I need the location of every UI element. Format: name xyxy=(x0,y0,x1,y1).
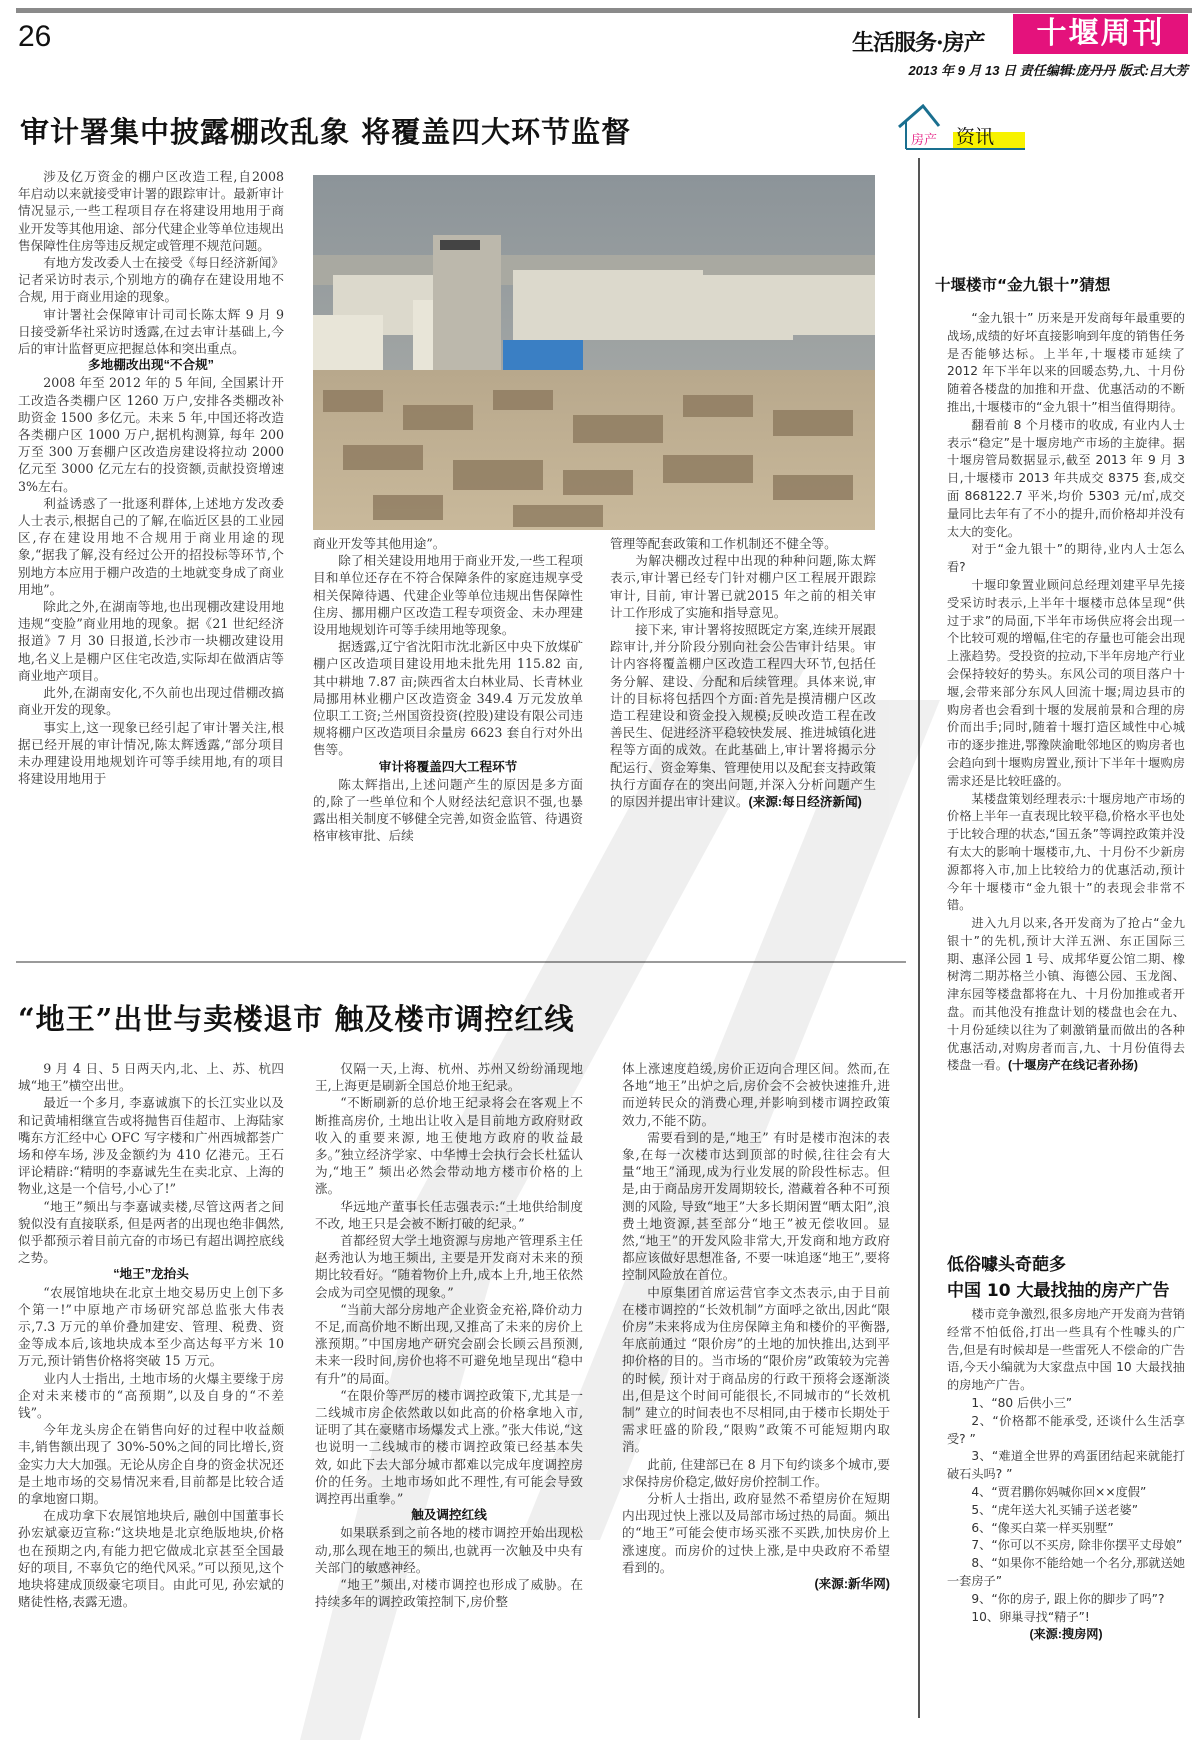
paragraph: 华远地产董事长任志强表示:“土地供给制度不改, 地王只是会被不断打破的纪录。” xyxy=(315,1198,583,1231)
badge-large-label: 资讯 xyxy=(956,126,995,148)
paragraph xyxy=(610,621,876,811)
paragraph-text: 进入九月以来,各开发商为了抢占“金九银十”的先机,预计大洋五洲、东正国际三期、惠泽公园 1 号、成邦华夏公馆二期、橡树湾二期苏格兰小镇、海德公园、玉龙阁、津东园等楼盘都将在九、十月份加推或者开盘。而其他没有推盘计划的楼盘也会在九、十月份延续以往为了刺激销量而做出的各种优惠活动,对购房者而言,九、十月份值得去楼盘一看。 xyxy=(947,916,1185,1073)
paragraph: 某楼盘策划经理表示:十堰房地产市场的价格上半年一直表现比较平稳,价格水平也处于比较合理的状态,“国五条”等调控政策并没有太大的影响十堰楼市,九、十月份不少新房源都将入市,加上比较给力的优惠活动,预计今年十堰楼市“金九银十”的表现会非常不错。 xyxy=(947,791,1185,913)
paragraph: 除此之外,在湖南等地,也出现棚改建设用地违规“变脸”商业用地的现象。据《21 世纪经济报道》7 月 30 日报道,长沙市一块棚改建设用地,名义上是棚户区住宅改造,实际却在做酒店等商业地产项目。 xyxy=(18,599,284,683)
sidebar-rule xyxy=(918,158,920,1718)
paragraph: 业内人士指出, 土地市场的火爆主要缘于房企对未来楼市的“高预期”,以及自身的“不差钱”。 xyxy=(18,1370,284,1421)
list-item: 9、“你的房子, 跟上你的脚步了吗”? xyxy=(971,1591,1165,1606)
paragraph: “地王”频出,对楼市调控也形成了威胁。在持续多年的调控政策控制下,房价整 xyxy=(315,1577,583,1610)
paragraph: “在限价等严厉的楼市调控政策下,尤其是一二线城市房企依然敢以如此高的价格拿地入市, 证明了其在豪赌市场爆发式上涨。”张大伟说,“这也说明一二线城市的楼市调控政策已经基本失效, 如此下去大部分城市都难以完成年度调控房价的任务。土地市场如此不理性,有可能会导致调控再出重拳。” xyxy=(315,1387,583,1507)
paragraph: 为解决棚改过程中出现的种种问题,陈太辉表示,审计署已经专门针对棚户区工程展开跟踪审计, 目前, 审计署已就2015 年之前的相关审计工作形成了实施和指导意见。 xyxy=(610,553,876,620)
paragraph: “地王”频出与李嘉诚卖楼,尽管这两者之间貌似没有直接联系, 但是两者的出现也绝非偶然, 似乎都预示着目前亢奋的市场已有超出调控底线之势。 xyxy=(18,1198,284,1266)
paragraph: 此前, 住建部已在 8 月下旬约谈多个城市,要求保持房价稳定,做好房价控制工作。 xyxy=(622,1456,890,1489)
sidebar-header xyxy=(897,104,1027,154)
paragraph-text: 接下来, 审计署将按照既定方案,连续开展跟踪审计,并分阶段分别向社会公告审计结果。审计内容将覆盖棚户区改造工程四大环节,包括任务分解、建设、分配和后续管理。具体来说,审计的目标将包括四个方面:首先是摸清棚户区改造工程建设和资金投入规模;反映改造工程在改善民生、促进经济平稳较快发展、推进城镇化进程等方面的成效。在此基础上,审计署将揭示分配运行、资金筹集、管理使用以及配套支持政策执行方面存在的突出问题,并深入分析问题产生的原因并提出审计建议。 xyxy=(610,622,876,810)
paragraph: 中原集团首席运营官李文杰表示,由于目前在楼市调控的“长效机制”方面呼之欲出,因此“限价房”未来将成为住房保障主角和楼价的平衡器, 年底前通过 “限价房”的土地的加快推出,达到平抑价格的目的。当市场的“限价房”政策较为完善的时候, 预计对于商品房的行政干预将会逐渐淡出,但是这个时间可能很长,不同城市的“长效机制” 建立的时间表也不尽相同,由于楼市长期处于需求旺盛的阶段,“限购”政策不可能短期内取消。 xyxy=(622,1284,890,1455)
subheading: 触及调控红线 xyxy=(411,1508,487,1523)
article2-column-1 xyxy=(18,1060,284,1611)
subheading: 审计将覆盖四大工程环节 xyxy=(378,759,518,774)
paragraph: 分析人士指出, 政府显然不希望房价在短期内出现过快上涨以及局部市场过热的局面。频出的“地王”可能会使市场买涨不买跌,加快房价上涨速度。而房价的过快上涨,是中央政府不希望看到的。 xyxy=(622,1491,890,1575)
title-line-2: 中国 10 大最找抽的房产广告 xyxy=(947,1281,1170,1301)
list-item: 3、“难道全世界的鸡蛋团结起来就能打破石头吗? ” xyxy=(947,1449,1185,1482)
list-item: 1、“80 后供小三” xyxy=(971,1395,1073,1410)
list-item: 2、“价格都不能承受, 还谈什么生活享受? ” xyxy=(947,1413,1185,1446)
paragraph xyxy=(947,915,1185,1075)
article2-column-3 xyxy=(622,1060,890,1593)
paragraph: 9 月 4 日、5 日两天内,北、上、苏、杭四城“地王”横空出世。 xyxy=(18,1061,284,1094)
paragraph: 事实上,这一现象已经引起了审计署关注,根据已经开展的审计情况,陈太辉透露,“部分项目未办理建设用地规划许可等手续用地,有的项目将建设用地用于 xyxy=(18,719,284,787)
sidebar-story1-body xyxy=(947,310,1185,1075)
paragraph: 审计署社会保障审计司司长陈太辉 9 月 9 日接受新华社采访时透露,在过去审计基础上,今后的审计监督更应把握总体和突出重点。 xyxy=(18,306,284,357)
paragraph: 有地方发改委人士在接受《每日经济新闻》记者采访时表示,个别地方的确存在建设用地不合规, 用于商业用途的现象。 xyxy=(18,255,284,305)
sidebar-story2-title xyxy=(947,1252,1170,1304)
paragraph: 此外,在湖南安化,不久前也出现过借棚改搞商业开发的现象。 xyxy=(18,685,284,718)
paragraph: “当前大部分房地产企业资金充裕,降价动力不足,而高价地不断出现,又推高了未来的房价上涨预期。”中国房地产研究会副会长顾云昌预测,未来一段时间,房价也将不可避免地呈现出“稳中有升”的局面。 xyxy=(315,1301,583,1386)
paragraph: 今年龙头房企在销售向好的过程中收益颇丰,销售额出现了 30%-50%之间的同比增长,资金实力大大加强。无论从房企自身的资金状况还是土地市场的交易情况来看,目前都是比较合适的拿地窗口期。 xyxy=(18,1422,284,1507)
list-item: 10、卵巢寻找“精子”! xyxy=(971,1609,1090,1624)
paragraph: 除了相关建设用地用于商业开发,一些工程项目和单位还存在不符合保障条件的家庭违规享受相关保障待遇、代建企业等单位违规出售保障性住房、挪用棚户区改造工程专项资金、未办理建设用地规划许可等手续用地等现象。 xyxy=(313,553,583,638)
article1-photo-shantytown xyxy=(313,175,875,530)
paragraph: 体上涨速度趋缓,房价正迈向合理区间。然而,在各地“地王”出炉之后,房价会不会被快速推升,进而逆转民众的消费心理,并影响到楼市调控政策效力,不能不防。 xyxy=(622,1061,890,1128)
article1-headline: 审计署集中披露棚改乱象 将覆盖四大环节监督 xyxy=(20,115,632,149)
paragraph: 在成功拿下农展馆地块后, 融创中国董事长孙宏斌豪迈宣称:“这块地是北京绝版地块,价格也在预期之内,有能力把它做成北京甚至全国最好的项目, 不辜负它的绝代风采。”可以预见,这个地块将建成顶级豪宅项目。由此可见, 孙宏斌的赌徒性格,表露无遗。 xyxy=(18,1508,284,1610)
paragraph: 利益诱惑了一批逐利群体,上述地方发改委人士表示,根据自己的了解,在临近区县的工业园区,存在建设用地不合规用于商业用途的现象,“据我了解,没有经过公开的招投标等环节,个别地方本应用于棚户改造的土地就变身成了商业用地”。 xyxy=(18,495,284,597)
paragraph: “农展馆地块在北京土地交易历史上创下多个第一!”中原地产市场研究部总监张大伟表示,7.3 万元的单价叠加建安、管理、税费、资金等成本后,该地块成本至少高达每平方米 10 万元,预计销售价格将突破 15 万元。 xyxy=(18,1284,284,1369)
section-name: 生活服务·房产 xyxy=(852,30,985,56)
list-item: 4、“贾君鹏你妈喊你回××度假” xyxy=(971,1484,1147,1499)
dateline: 2013 年 9 月 13 日 责任编辑:庞丹丹 版式:吕大芳 xyxy=(908,63,1188,78)
paragraph: 据透露,辽宁省沈阳市沈北新区中央下放煤矿棚户区改造项目建设用地未批先用 115.82 亩,其中耕地 7.87 亩;陕西省太白林业局、长青林业局挪用林业棚户区改造资金 349.4 万元发放单位职工工资;兰州国资投资(控股)建设有限公司违规将棚户区改造项目余量房 6623 套自行对外出售等。 xyxy=(313,639,583,758)
paragraph: 最近一个多月, 李嘉诚旗下的长江实业以及和记黄埔相继宣告或将抛售百佳超市、上海陆家嘴东方汇经中心 OFC 写字楼和广州西城都荟广场和停车场, 涉及金额约为 410 亿港元。王石评论精辟:“精明的李嘉诚先生在卖北京、上海的物业,这是一个信号,小心了!” xyxy=(18,1095,284,1197)
article-divider xyxy=(16,961,906,963)
article2-headline: “地王”出世与卖楼退市 触及楼市调控红线 xyxy=(18,1002,575,1036)
sidebar-story2-body xyxy=(947,1306,1185,1644)
top-rule xyxy=(16,8,1192,13)
sidebar-story1-title: 十堰楼市“金九银十”猜想 xyxy=(935,276,1111,294)
paragraph: 首都经贸大学土地资源与房地产管理系主任赵秀池认为地王频出, 主要是开发商对未来的预期比较看好。“随着物价上升,成本上升,地王依然会成为司空见惯的现象。” xyxy=(315,1233,583,1300)
list-item: 7、“你可以不买房, 除非你摆平丈母娘” xyxy=(971,1538,1183,1553)
subheading: “地王”龙抬头 xyxy=(113,1267,189,1282)
paragraph: 如果联系到之前各地的楼市调控开始出现松动,那么现在地王的频出,也就再一次触及中央有关部门的敏感神经。 xyxy=(315,1525,583,1575)
badge-small-label: 房产 xyxy=(911,133,938,148)
paragraph: 仅隔一天,上海、杭州、苏州又纷纷涌现地王,上海更是刷新全国总价地王纪录。 xyxy=(315,1061,583,1094)
sidebar-story2-source: (来源:搜房网) xyxy=(1029,1627,1103,1642)
article2-source: (来源:新华网) xyxy=(814,1577,890,1592)
paragraph: 管理等配套政策和工作机制还不健全等。 xyxy=(610,536,837,551)
paragraph: 楼市竞争激烈,很多房地产开发商为营销经常不怕低俗,打出一些具有个性噱头的广告,但是有时候却是一些雷死人不偿命的广告语,今天小编就为大家盘点中国 10 大最找抽的房地产广告。 xyxy=(947,1307,1185,1393)
sidebar-story1-source: (十堰房产在线记者孙扬) xyxy=(1007,1058,1138,1073)
paragraph: 2008 年至 2012 年的 5 年间, 全国累计开工改造各类棚户区 1260 万户,安排各类棚改补助资金 1500 多亿元。未来 5 年,中国还将改造各类棚户区 1000 万户,据机构测算, 每年 200 万至 300 万套棚户区改造房建设将拉动 2000 亿元至 3000 亿元左右的投资额,贡献投资增速 3%左右。 xyxy=(18,375,284,494)
article2-column-2 xyxy=(315,1060,583,1611)
article1-source: (来源:每日经济新闻) xyxy=(748,795,862,810)
list-item: 6、“像买白菜一样买别墅” xyxy=(971,1520,1114,1535)
page-number: 26 xyxy=(18,20,52,53)
paragraph: 涉及亿万资金的棚户区改造工程,自2008 年启动以来就接受审计署的跟踪审计。最新审计情况显示,一些工程项目存在将建设用地用于商业开发等其他用途、部分代建企业等单位违规出售保障性住房等违反规定或管理不规范问题。 xyxy=(18,169,284,253)
article1-column-2 xyxy=(313,535,583,845)
paragraph: 十堰印象置业顾问总经理刘建平早先接受采访时表示,上半年十堰楼市总体呈现“供过于求”的局面,下半年市场供应将会出现一个比较可观的增幅,住宅的存量也可能会出现上涨趋势。受投资的拉动,下半年房地产行业会保持较好的势头。东风公司的项目落户十堰,会带来部分东风人回流十堰;周边县市的购房者也会看到十堰的发展前景和合理的房价而出手;同时,随着十堰打造区域性中心城市的逐步推进,鄂豫陕渝毗邻地区的购房者也会趋向到十堰购房置业,预计下半年十堰购房需求还是比较旺盛的。 xyxy=(947,577,1185,788)
paragraph: 陈太辉指出,上述问题产生的原因是多方面的,除了一些单位和个人财经法纪意识不强,也暴露出相关制度不够健全完善,如资金监管、待遇资格审核审批、后续 xyxy=(313,776,583,844)
paragraph: 商业开发等其他用途”。 xyxy=(313,536,446,551)
article1-column-1 xyxy=(18,168,284,787)
paragraph: 对于“金九银十”的期待,业内人士怎么看? xyxy=(947,542,1185,575)
article1-column-3 xyxy=(610,535,876,811)
title-line-1: 低俗噱头奇葩多 xyxy=(947,1255,1066,1275)
list-item: 8、“如果你不能给她一个名分,那就送她一套房子” xyxy=(947,1556,1185,1588)
paragraph: 需要看到的是,“地王” 有时是楼市泡沫的表象,在每一次楼市达到顶部的时候,往往会有大量“地王”涌现,成为行业发展的阶段性标志。但是,由于商品房开发周期较长, 潜藏着各种不可预测的风险, 导致“地王”大多长期闲置“晒太阳”,浪费土地资源,甚至部分“地王”被无偿收回。显然,“地王”的开发风险非常大,开发商和地方政府都应该做好思想准备, 不要一味追逐“地王”,要将控制风险放在首位。 xyxy=(622,1129,890,1283)
paragraph: “不断刷新的总价地王纪录将会在客观上不断推高房价, 土地出让收入是目前地方政府财政收入的重要来源, 地王使地方政府的收益最多。”独立经济学家、中华博士会执行会长杜猛认为,“地王” 频出必然会带动地方楼市价格的上涨。 xyxy=(315,1095,583,1197)
subheading: 多地棚改出现“不合规” xyxy=(88,358,214,373)
masthead: 十堰周刊 xyxy=(1013,14,1188,54)
list-item: 5、“虎年送大礼买铺子送老婆” xyxy=(971,1502,1139,1517)
paragraph: “金九银十” 历来是开发商每年最重要的战场,成绩的好坏直接影响到年度的销售任务是否能够达标。上半年,十堰楼市延续了 2012 年下半年以来的回暖态势,九、十月份随着各楼盘的加推和开盘、优惠活动的不断推出,十堰楼市的“金九银十”相当值得期待。 xyxy=(947,311,1185,414)
paragraph: 翻看前 8 个月楼市的收成, 有业内人士表示“稳定”是十堰房地产市场的主旋律。据十堰房管局数据显示,截至 2013 年 9 月 3 日,十堰楼市 2013 年共成交 8375 套,成交面 868122.7 平米,均价 5303 元/㎡,成交量同比去年有了不小的提升,而价格却并没有太大的变化。 xyxy=(947,417,1185,539)
